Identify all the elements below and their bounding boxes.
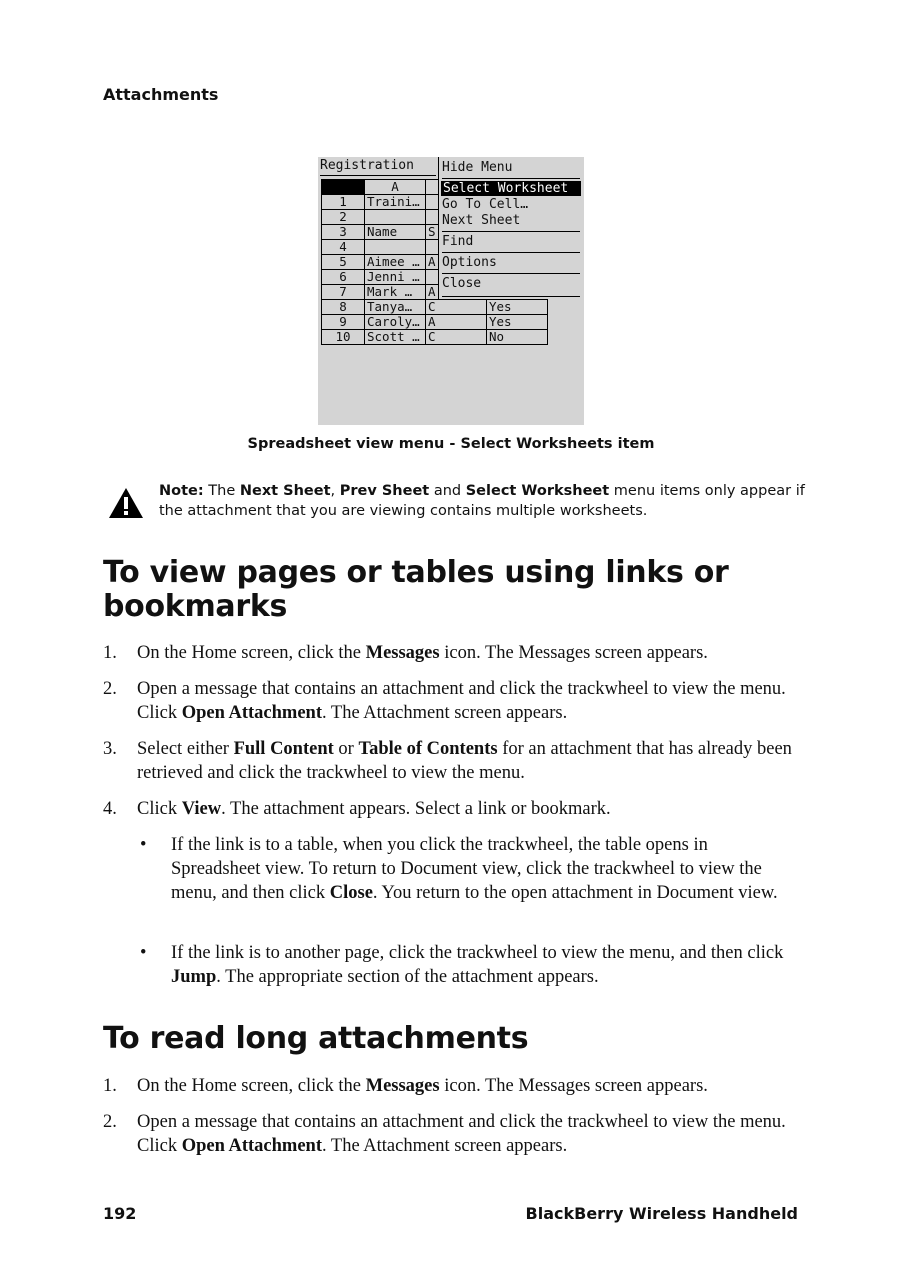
list-item: 1. On the Home screen, click the Messages icon. The Messages screen appears. (103, 1076, 708, 1096)
page-number: 192 (103, 1204, 137, 1223)
grid-row: 8 Tanya… C Yes (322, 300, 548, 315)
grid-row: 6 Jenni … (322, 270, 548, 285)
section-heading-links: To view pages or tables using links or bookmarks (103, 555, 729, 624)
menu-item-hide-menu[interactable]: Hide Menu (442, 160, 513, 175)
section-heading-long-attachments: To read long attachments (103, 1021, 529, 1056)
menu-item-next-sheet[interactable]: Next Sheet (442, 213, 521, 228)
context-menu (438, 157, 584, 299)
title-divider (320, 175, 436, 176)
screenshot-title: Registration (320, 158, 414, 173)
list-item: 3. Select either Full Content or Table of Contents for an attachment that has already been retrieved and click the trackwheel to view the menu. (103, 739, 792, 783)
bullet-item: • If the link is to a table, when you click the trackwheel, the table opens in Spreadsheet view. To return to Document view, click the trackwheel to view the menu, and then click Close. You return to the open attachment in Document view. (140, 835, 778, 903)
menu-item-go-to-cell[interactable]: Go To Cell… (442, 197, 529, 212)
grid-row: 3 Name S (322, 225, 548, 240)
menu-item-select-worksheet[interactable]: Select Worksheet (441, 181, 581, 196)
grid-row: 1 Traini… (322, 195, 548, 210)
grid-row: 10 Scott … C No (322, 330, 548, 345)
note-text: Note: The Next Sheet, Prev Sheet and Select Worksheet menu items only appear if the attachment that you are viewing contains multiple worksheets. (159, 483, 805, 519)
menu-item-options[interactable]: Options (442, 255, 497, 270)
warning-icon (108, 487, 144, 519)
menu-item-close[interactable]: Close (442, 276, 482, 291)
spreadsheet-screenshot (318, 157, 584, 425)
grid-row: 7 Mark … A (322, 285, 548, 300)
list-item: 2. Open a message that contains an attachment and click the trackwheel to view the menu. Click Open Attachment. The Attachment screen appears. (103, 679, 786, 723)
list-item: 2. Open a message that contains an attachment and click the trackwheel to view the menu. Click Open Attachment. The Attachment screen appears. (103, 1112, 786, 1156)
list-item: 1. On the Home screen, click the Messages icon. The Messages screen appears. (103, 643, 708, 663)
grid-row: 5 Aimee … A (322, 255, 548, 270)
running-head: Attachments (103, 85, 219, 104)
list-item: 4. Click View. The attachment appears. Select a link or bookmark. (103, 799, 611, 819)
grid-row: 4 (322, 240, 548, 255)
book-title: BlackBerry Wireless Handheld (525, 1204, 798, 1223)
menu-item-find[interactable]: Find (442, 234, 474, 249)
column-header: A (365, 180, 426, 195)
figure-caption: Spreadsheet view menu - Select Worksheets item (247, 436, 655, 452)
grid-row: 2 (322, 210, 548, 225)
grid-row: 9 Caroly… A Yes (322, 315, 548, 330)
bullet-item: • If the link is to another page, click the trackwheel to view the menu, and then click Jump. The appropriate section of the attachment appears. (140, 943, 784, 987)
